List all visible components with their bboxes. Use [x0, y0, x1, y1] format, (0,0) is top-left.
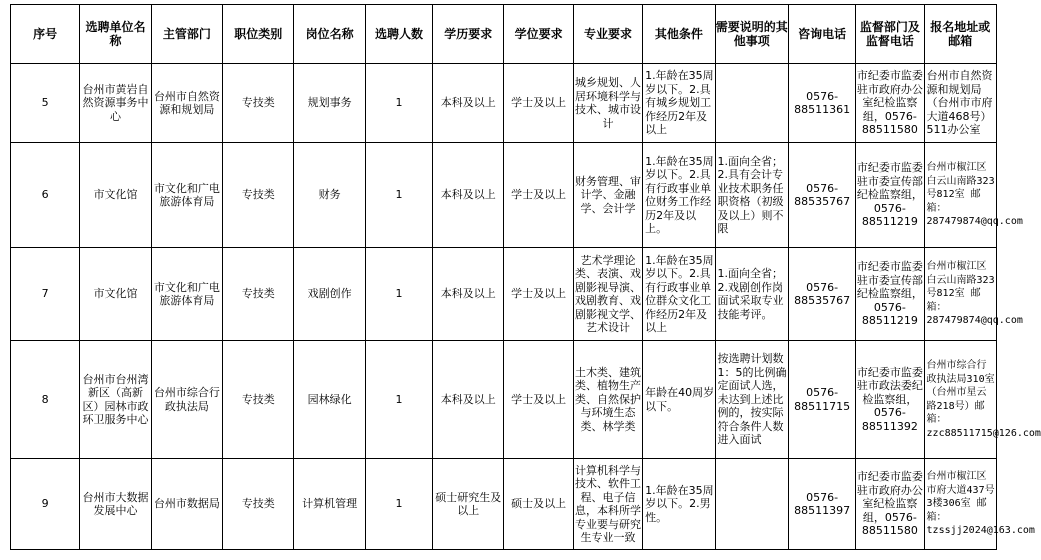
cell-edu: 本科及以上 — [433, 248, 504, 341]
cell-count: 1 — [365, 143, 432, 248]
cell-supervisor: 市纪委市监委驻市政府办公室纪检监察组，0576-88511580 — [856, 64, 924, 143]
cell-major: 财务管理、审计学、金融学、会计学 — [573, 143, 642, 248]
cell-count: 1 — [365, 459, 432, 550]
cell-dept: 市文化和广电旅游体育局 — [151, 248, 222, 341]
cell-notes — [715, 64, 788, 143]
col-header-category: 职位类别 — [223, 5, 294, 64]
cell-no: 8 — [11, 341, 80, 459]
cell-post: 计算机管理 — [294, 459, 365, 550]
cell-post: 规划事务 — [294, 64, 365, 143]
cell-address: 台州市椒江区市府大道437号3楼306室 邮箱：tzssjj2024@163.com — [924, 459, 996, 550]
cell-address: 台州市椒江区白云山南路323号812室 邮箱：287479874@qq.com — [924, 143, 996, 248]
cell-edu: 硕士研究生及以上 — [433, 459, 504, 550]
cell-no: 6 — [11, 143, 80, 248]
cell-no: 9 — [11, 459, 80, 550]
cell-edu: 本科及以上 — [433, 143, 504, 248]
cell-phone: 0576-88511397 — [788, 459, 855, 550]
col-header-notes: 需要说明的其他事项 — [715, 5, 788, 64]
cell-other: 1.年龄在35周岁以下。2.具有城乡规划工作经历2年及以上 — [643, 64, 715, 143]
cell-major: 土木类、建筑类、植物生产类、自然保护与环境生态类、林学类 — [573, 341, 642, 459]
cell-category: 专技类 — [223, 143, 294, 248]
col-header-degree: 学位要求 — [504, 5, 573, 64]
cell-unit: 市文化馆 — [80, 248, 151, 341]
cell-other: 1.年龄在35周岁以下。2.具有行政事业单位财务工作经历2年及以上。 — [643, 143, 715, 248]
cell-notes — [715, 459, 788, 550]
cell-degree: 学士及以上 — [504, 143, 573, 248]
cell-unit: 台州市台州湾新区（高新区）园林市政环卫服务中心 — [80, 341, 151, 459]
cell-post: 财务 — [294, 143, 365, 248]
table-row — [11, 248, 997, 341]
table-row — [11, 341, 997, 459]
col-header-other: 其他条件 — [643, 5, 715, 64]
cell-count: 1 — [365, 64, 432, 143]
cell-count: 1 — [365, 341, 432, 459]
cell-category: 专技类 — [223, 64, 294, 143]
table-row — [11, 64, 997, 143]
cell-post: 园林绿化 — [294, 341, 365, 459]
cell-address: 台州市椒江区白云山南路323号812室 邮箱：287479874@qq.com — [924, 248, 996, 341]
cell-dept: 台州市数据局 — [151, 459, 222, 550]
col-header-post: 岗位名称 — [294, 5, 365, 64]
table-row — [11, 143, 997, 248]
cell-other: 1.年龄在35周岁以下。2.男性。 — [643, 459, 715, 550]
cell-phone: 0576-88535767 — [788, 248, 855, 341]
cell-degree: 学士及以上 — [504, 248, 573, 341]
cell-notes: 按选聘计划数1：5的比例确定面试人选，未达到上述比例的，按实际符合条件人数进入面试 — [715, 341, 788, 459]
cell-degree: 学士及以上 — [504, 64, 573, 143]
cell-no: 7 — [11, 248, 80, 341]
cell-supervisor: 市纪委市监委驻市委宣传部纪检监察组，0576-88511219 — [856, 248, 924, 341]
cell-supervisor: 市纪委市监委驻市政府办公室纪检监察组，0576-88511580 — [856, 459, 924, 550]
cell-degree: 硕士及以上 — [504, 459, 573, 550]
table-row — [11, 459, 997, 550]
col-header-address: 报名地址或邮箱 — [924, 5, 996, 64]
col-header-major: 专业要求 — [573, 5, 642, 64]
cell-category: 专技类 — [223, 459, 294, 550]
cell-degree: 学士及以上 — [504, 341, 573, 459]
header-row — [11, 5, 997, 64]
cell-post: 戏剧创作 — [294, 248, 365, 341]
cell-phone: 0576-88511715 — [788, 341, 855, 459]
cell-major: 计算机科学与技术、软件工程、电子信息，本科所学专业要与研究生专业一致 — [573, 459, 642, 550]
cell-unit: 市文化馆 — [80, 143, 151, 248]
recruitment-table — [10, 4, 1041, 550]
cell-count: 1 — [365, 248, 432, 341]
cell-category: 专技类 — [223, 248, 294, 341]
cell-address: 台州市自然资源和规划局（台州市市府大道468号）511办公室 — [924, 64, 996, 143]
cell-dept: 台州市综合行政执法局 — [151, 341, 222, 459]
cell-edu: 本科及以上 — [433, 64, 504, 143]
cell-address: 台州市综合行政执法局310室（台州市星云路218号）邮箱：zzc88511715@126.com — [924, 341, 996, 459]
cell-supervisor: 市纪委市监委驻市政法委纪检监察组，0576-88511392 — [856, 341, 924, 459]
cell-notes: 1.面向全省；2.戏剧创作岗面试采取专业技能考评。 — [715, 248, 788, 341]
cell-other: 年龄在40周岁以下。 — [643, 341, 715, 459]
cell-phone: 0576-88535767 — [788, 143, 855, 248]
cell-supervisor: 市纪委市监委驻市委宣传部纪检监察组，0576-88511219 — [856, 143, 924, 248]
cell-major: 城乡规划、人居环境科学与技术、城市设计 — [573, 64, 642, 143]
col-header-supervisor: 监督部门及监督电话 — [856, 5, 924, 64]
cell-unit: 台州市黄岩自然资源事务中心 — [80, 64, 151, 143]
col-header-edu: 学历要求 — [433, 5, 504, 64]
col-header-unit: 选聘单位名称 — [80, 5, 151, 64]
cell-dept: 台州市自然资源和规划局 — [151, 64, 222, 143]
cell-no: 5 — [11, 64, 80, 143]
cell-major: 艺术学理论类、表演、戏剧影视导演、戏剧教育、戏剧影视文学、艺术设计 — [573, 248, 642, 341]
cell-other: 1.年龄在35周岁以下。2.具有行政事业单位群众文化工作经历2年及以上 — [643, 248, 715, 341]
cell-unit: 台州市大数据发展中心 — [80, 459, 151, 550]
cell-edu: 本科及以上 — [433, 341, 504, 459]
cell-notes: 1.面向全省；2.具有会计专业技术职务任职资格（初级及以上）则不限 — [715, 143, 788, 248]
col-header-count: 选聘人数 — [365, 5, 432, 64]
col-header-phone: 咨询电话 — [788, 5, 855, 64]
cell-dept: 市文化和广电旅游体育局 — [151, 143, 222, 248]
col-header-no: 序号 — [11, 5, 80, 64]
cell-category: 专技类 — [223, 341, 294, 459]
cell-phone: 0576-88511361 — [788, 64, 855, 143]
col-header-dept: 主管部门 — [151, 5, 222, 64]
